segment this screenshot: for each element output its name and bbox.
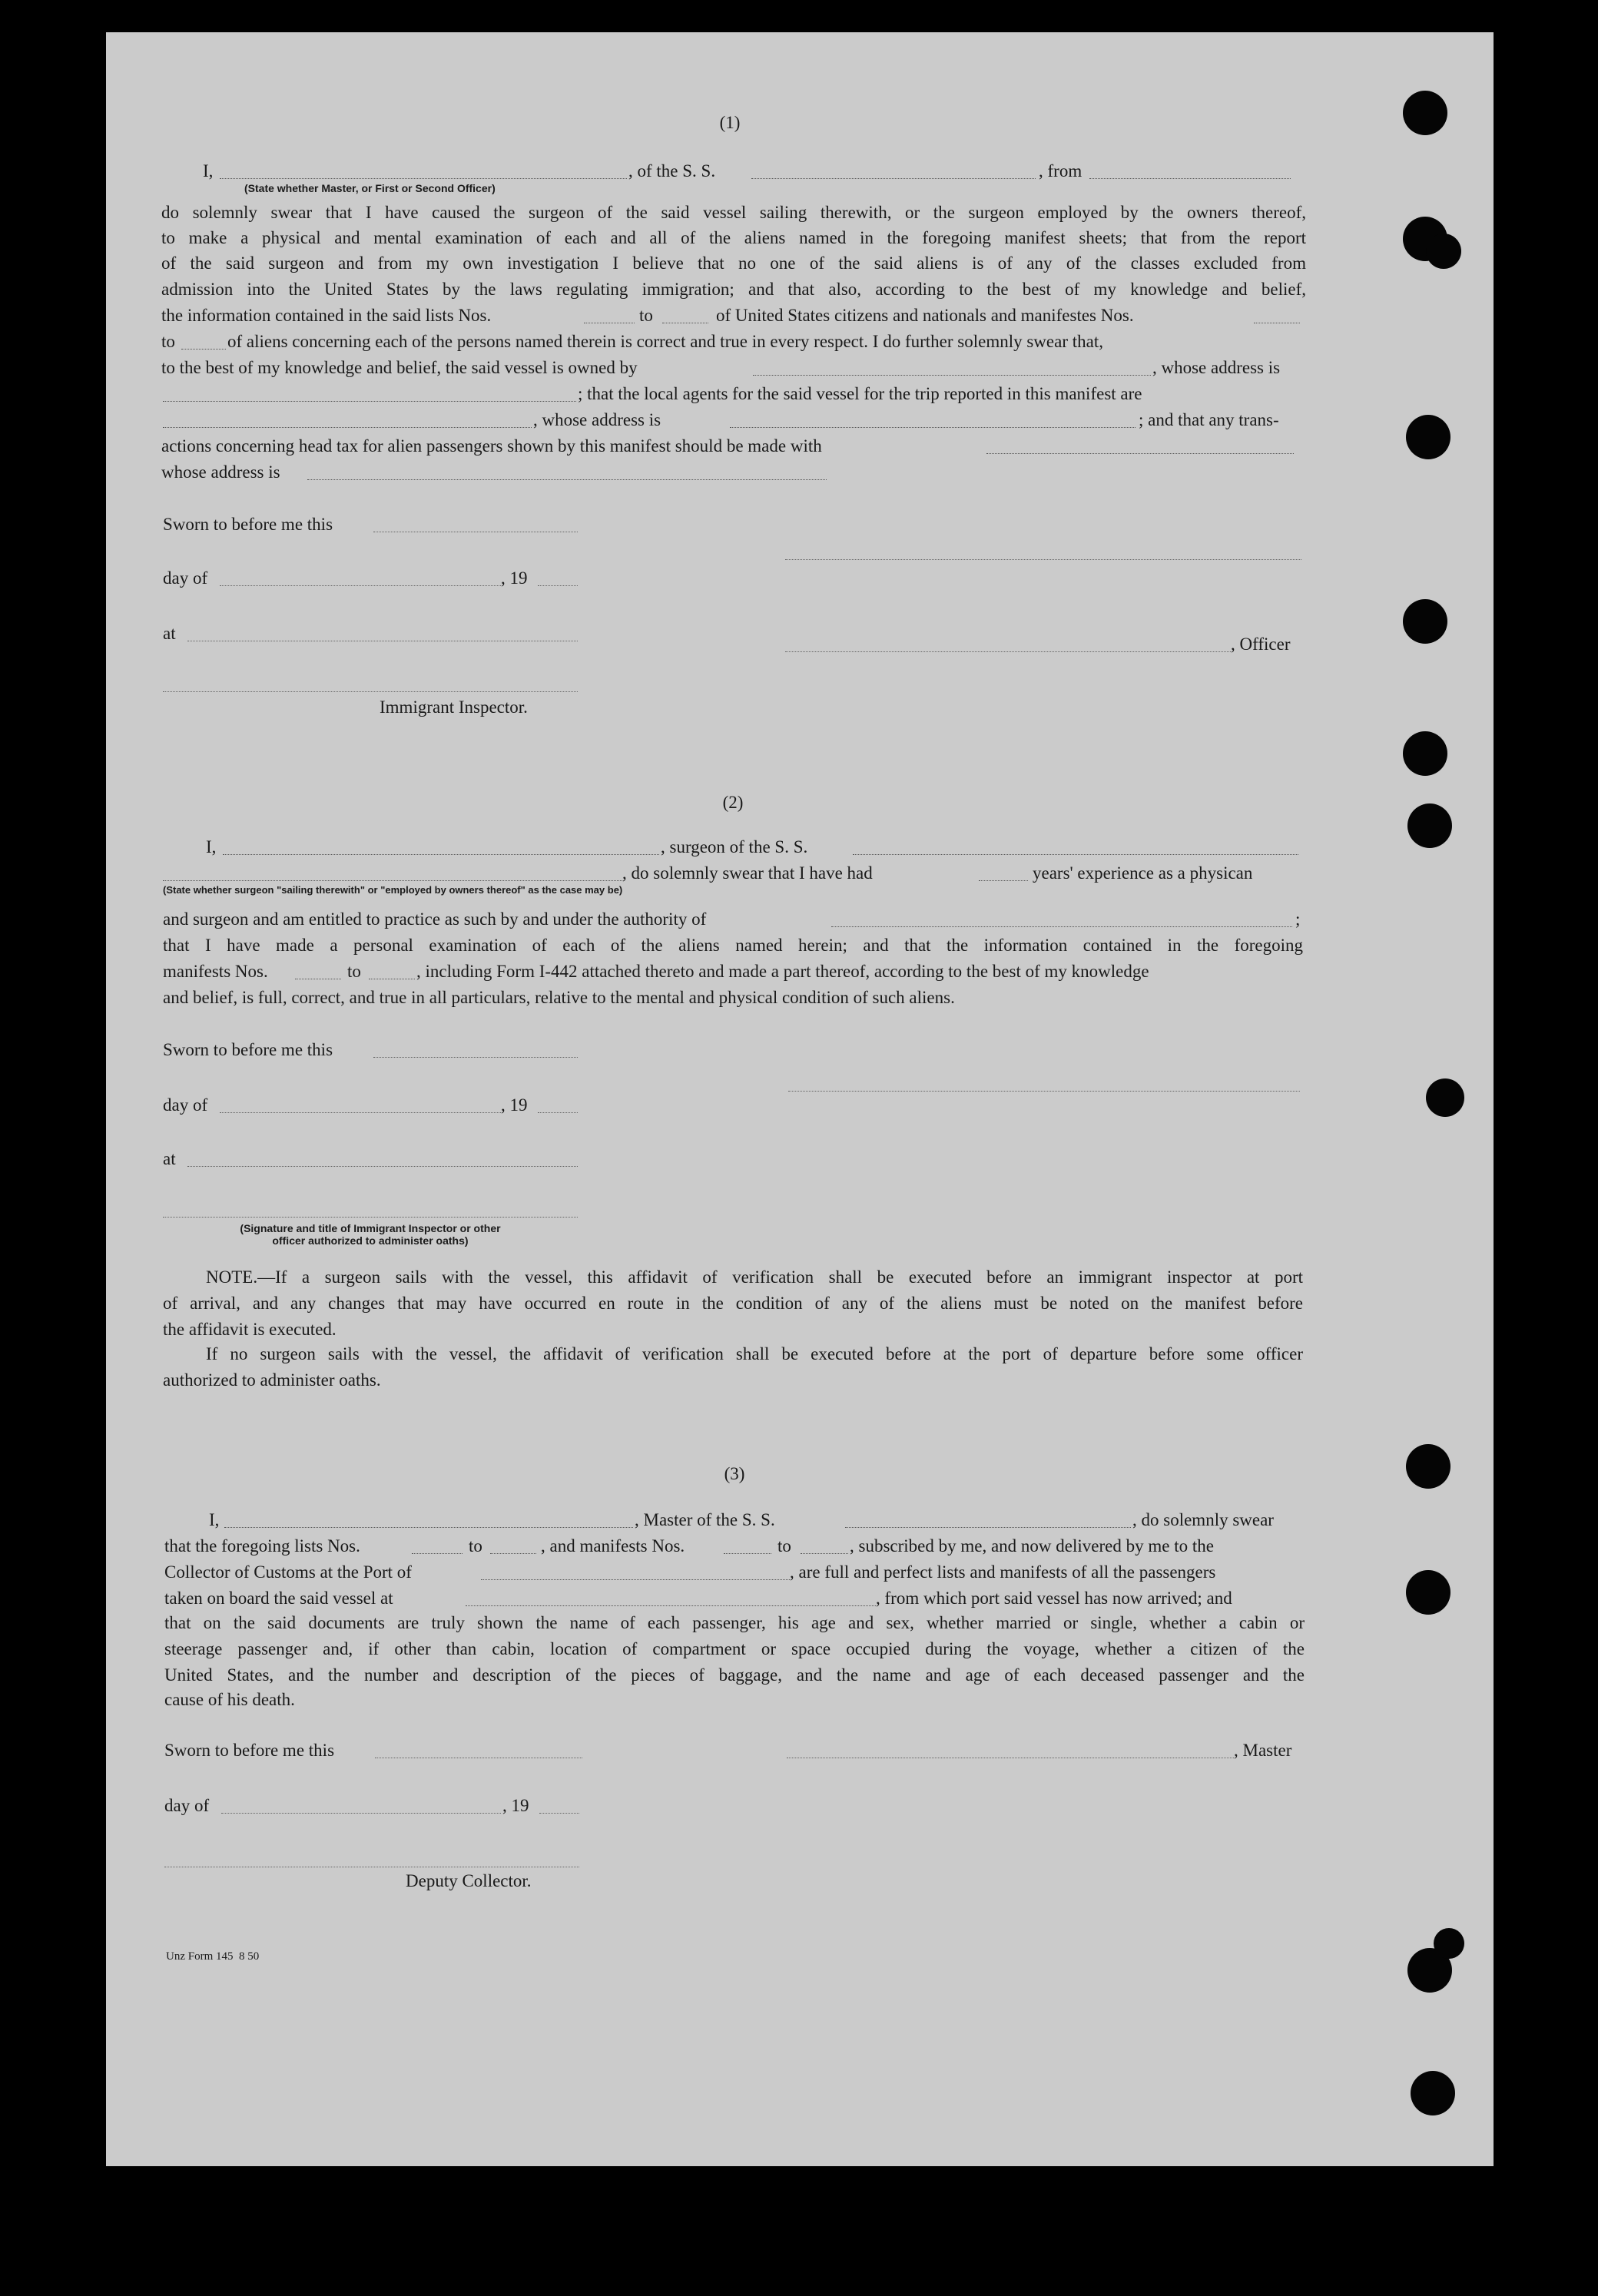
s2-day-line bbox=[220, 1112, 501, 1113]
binder-hole bbox=[1426, 1078, 1464, 1117]
s1-officer: , Officer bbox=[1231, 634, 1291, 654]
s2-to: to bbox=[347, 962, 361, 981]
s2-surgeon-name-line bbox=[223, 854, 659, 855]
s2-year-line bbox=[538, 1112, 578, 1113]
s2-sworn: Sworn to before me this bbox=[163, 1040, 333, 1059]
s1-day-of: day of bbox=[163, 568, 208, 588]
s1-agents-line bbox=[163, 427, 532, 428]
s2-note-line: of arrival, and any changes that may have occurred en route in the condition of any of the aliens must be noted on the manifest before bbox=[163, 1294, 1303, 1313]
s2-sworn-line bbox=[373, 1057, 578, 1058]
s3-paragraph-line: steerage passenger and, if other than cabin, location of compartment or space occupied during the voyage, whether a citizen of the bbox=[164, 1639, 1305, 1658]
section-1-number: (1) bbox=[719, 113, 741, 132]
s3-manifests-from-line bbox=[724, 1553, 771, 1554]
s3-paragraph-line: that on the said documents are truly shown the name of each passenger, his age and sex, whether married or single, whether a cabin or bbox=[164, 1613, 1305, 1632]
s2-vessel-line bbox=[853, 854, 1298, 855]
s1-paragraph-line: do solemnly swear that I have caused the surgeon of the said vessel sailing therewith, or the surgeon employed by the owners thereof, bbox=[161, 203, 1306, 222]
s3-port-line bbox=[481, 1579, 790, 1580]
s2-experience: years' experience as a physican bbox=[1033, 863, 1253, 883]
s1-of-ss: , of the S. S. bbox=[628, 161, 716, 181]
s3-manifests: , and manifests Nos. bbox=[541, 1536, 685, 1556]
s1-owned-text: to the best of my knowledge and belief, the said vessel is owned by bbox=[161, 358, 638, 377]
s1-owner-address-line bbox=[163, 401, 576, 402]
s1-i: I, bbox=[203, 161, 214, 181]
s2-sig-note-1: (Signature and title of Immigrant Inspector or other bbox=[240, 1222, 501, 1234]
s1-year-line bbox=[538, 585, 578, 586]
binder-hole bbox=[1406, 415, 1450, 459]
s2-note-line: If no surgeon sails with the vessel, the affidavit of verification shall be executed before at the port of departure before some officer bbox=[206, 1344, 1303, 1363]
s3-paragraph-line: United States, and the number and description of the pieces of baggage, and the name and age of each deceased passenger and the bbox=[164, 1665, 1305, 1685]
s1-lists-text: the information contained in the said lists Nos. bbox=[161, 306, 492, 325]
s2-at-line bbox=[187, 1166, 578, 1167]
s3-vessel-line bbox=[845, 1527, 1131, 1528]
s2-form-text: , including Form I-442 attached thereto and made a part thereof, according to the best of my knowledge bbox=[416, 962, 1149, 981]
s1-inspector-line bbox=[163, 691, 578, 692]
s3-swear: , do solemnly swear bbox=[1132, 1510, 1274, 1529]
section-3-number: (3) bbox=[724, 1464, 745, 1483]
binder-hole bbox=[1434, 1928, 1464, 1959]
s1-from-line bbox=[1089, 178, 1291, 179]
s3-taken: taken on board the said vessel at bbox=[164, 1589, 393, 1608]
binder-hole bbox=[1426, 234, 1461, 269]
s2-belief: and belief, is full, correct, and true in all particulars, relative to the mental and physical condition of such aliens. bbox=[163, 988, 955, 1007]
s2-at: at bbox=[163, 1149, 176, 1168]
s1-paragraph-line: admission into the United States by the laws regulating immigration; and that also, according to the best of my knowledge and belief, bbox=[161, 280, 1306, 299]
s1-head-tax-line bbox=[986, 453, 1294, 454]
s1-agents-text: ; that the local agents for the said vessel for the trip reported in this manifest are bbox=[578, 384, 1142, 403]
s3-lists-from-line bbox=[412, 1553, 462, 1554]
s1-whose-address: whose address is bbox=[161, 462, 280, 482]
binder-hole bbox=[1406, 1444, 1450, 1489]
s2-note-line: authorized to administer oaths. bbox=[163, 1370, 381, 1390]
section-2-number: (2) bbox=[722, 793, 744, 812]
s1-paragraph-line: to make a physical and mental examination of each and all of the aliens named in the foregoing manifest sheets; that from the report bbox=[161, 228, 1306, 247]
s2-swear: , do solemnly swear that I have had bbox=[622, 863, 873, 883]
s3-arrived: , from which port said vessel has now arrived; and bbox=[876, 1589, 1232, 1608]
s1-inspector: Immigrant Inspector. bbox=[380, 697, 528, 717]
s1-manifests-to-line bbox=[181, 349, 226, 350]
s3-master-ss: , Master of the S. S. bbox=[635, 1510, 775, 1529]
s2-surgeon-ss: , surgeon of the S. S. bbox=[661, 837, 808, 856]
s2-sig-note-2: officer authorized to administer oaths) bbox=[272, 1234, 469, 1247]
form-number: Unz Form 145 8 50 bbox=[166, 1950, 260, 1963]
s1-agents-address: , whose address is bbox=[533, 410, 661, 429]
s2-inspector-line bbox=[163, 1217, 578, 1218]
s1-owner-address: , whose address is bbox=[1152, 358, 1281, 377]
binder-hole bbox=[1403, 91, 1447, 135]
s3-year-line bbox=[539, 1813, 579, 1814]
s1-lists-to: to bbox=[639, 306, 653, 325]
s3-i: I, bbox=[209, 1510, 220, 1529]
s3-day-of: day of bbox=[164, 1796, 210, 1815]
s3-to-1: to bbox=[469, 1536, 482, 1556]
s3-master-name-line bbox=[224, 1527, 633, 1528]
s1-from: , from bbox=[1039, 161, 1082, 181]
s2-surgeon-note: (State whether surgeon "sailing therewith" or "employed by owners thereof" as the case may be) bbox=[163, 884, 623, 896]
s2-authority-line bbox=[831, 926, 1292, 927]
s2-manifests: manifests Nos. bbox=[163, 962, 268, 981]
binder-hole bbox=[1406, 1570, 1450, 1615]
binder-hole bbox=[1407, 803, 1452, 848]
s3-collector: Collector of Customs at the Port of bbox=[164, 1562, 412, 1582]
s3-subscribed: , subscribed by me, and now delivered by me to the bbox=[850, 1536, 1214, 1556]
s1-manifests-text: of United States citizens and nationals and manifestes Nos. bbox=[716, 306, 1134, 325]
s2-day-of: day of bbox=[163, 1095, 208, 1115]
s2-sailing-line bbox=[163, 880, 622, 881]
s3-lists: that the foregoing lists Nos. bbox=[164, 1536, 360, 1556]
s1-officer-note: (State whether Master, or First or Second Officer) bbox=[244, 182, 496, 194]
s3-taken-line bbox=[466, 1605, 876, 1606]
s1-at: at bbox=[163, 624, 176, 643]
s1-signature-line bbox=[785, 559, 1301, 560]
s2-authority: and surgeon and am entitled to practice as such by and under the authority of bbox=[163, 909, 707, 929]
s1-aliens-text: of aliens concerning each of the persons named therein is correct and true in every respect. I do further solemnly swear that, bbox=[227, 332, 1103, 351]
s1-head-tax-text: actions concerning head tax for alien passengers shown by this manifest should be made with bbox=[161, 436, 822, 456]
s1-to: to bbox=[161, 332, 175, 351]
s3-master: , Master bbox=[1234, 1741, 1292, 1760]
s3-sworn: Sworn to before me this bbox=[164, 1741, 335, 1760]
binder-hole bbox=[1403, 731, 1447, 776]
s3-lists-to-line bbox=[490, 1553, 536, 1554]
s1-day-line bbox=[220, 585, 501, 586]
s2-semicolon: ; bbox=[1295, 909, 1301, 929]
s1-paragraph-line: of the said surgeon and from my own investigation I believe that no one of the said aliens is of any of the classes excluded from bbox=[161, 253, 1306, 273]
s2-i: I, bbox=[206, 837, 217, 856]
s1-sworn: Sworn to before me this bbox=[163, 515, 333, 534]
s1-officer-name-line bbox=[220, 178, 627, 179]
s2-years-line bbox=[979, 880, 1028, 881]
s1-vessel-line bbox=[751, 178, 1036, 179]
s1-officer-line bbox=[785, 651, 1231, 652]
s1-whose-address-line bbox=[307, 479, 827, 480]
binder-hole bbox=[1403, 599, 1447, 644]
s1-owner-line bbox=[753, 375, 1151, 376]
s3-to-2: to bbox=[777, 1536, 791, 1556]
binder-hole bbox=[1411, 2071, 1455, 2115]
s3-full-lists: , are full and perfect lists and manifests of all the passengers bbox=[790, 1562, 1216, 1582]
s3-deputy: Deputy Collector. bbox=[406, 1871, 532, 1890]
s2-note-line: NOTE.—If a surgeon sails with the vessel, this affidavit of verification shall be executed before an immigrant inspector at port bbox=[206, 1267, 1303, 1287]
s1-year: , 19 bbox=[501, 568, 528, 588]
s1-trans: ; and that any trans- bbox=[1139, 410, 1279, 429]
s2-year: , 19 bbox=[501, 1095, 528, 1115]
s3-year: , 19 bbox=[502, 1796, 529, 1815]
s3-day-line bbox=[221, 1813, 501, 1814]
s2-note-line: the affidavit is executed. bbox=[163, 1320, 337, 1339]
s2-examination-line: that I have made a personal examination of each of the aliens named herein; and that the information contained in the foregoing bbox=[163, 936, 1303, 955]
s3-manifests-to-line bbox=[801, 1553, 848, 1554]
s2-signature-line bbox=[788, 1091, 1300, 1092]
s3-paragraph-line: cause of his death. bbox=[164, 1690, 295, 1709]
s1-agents-address-line bbox=[730, 427, 1136, 428]
